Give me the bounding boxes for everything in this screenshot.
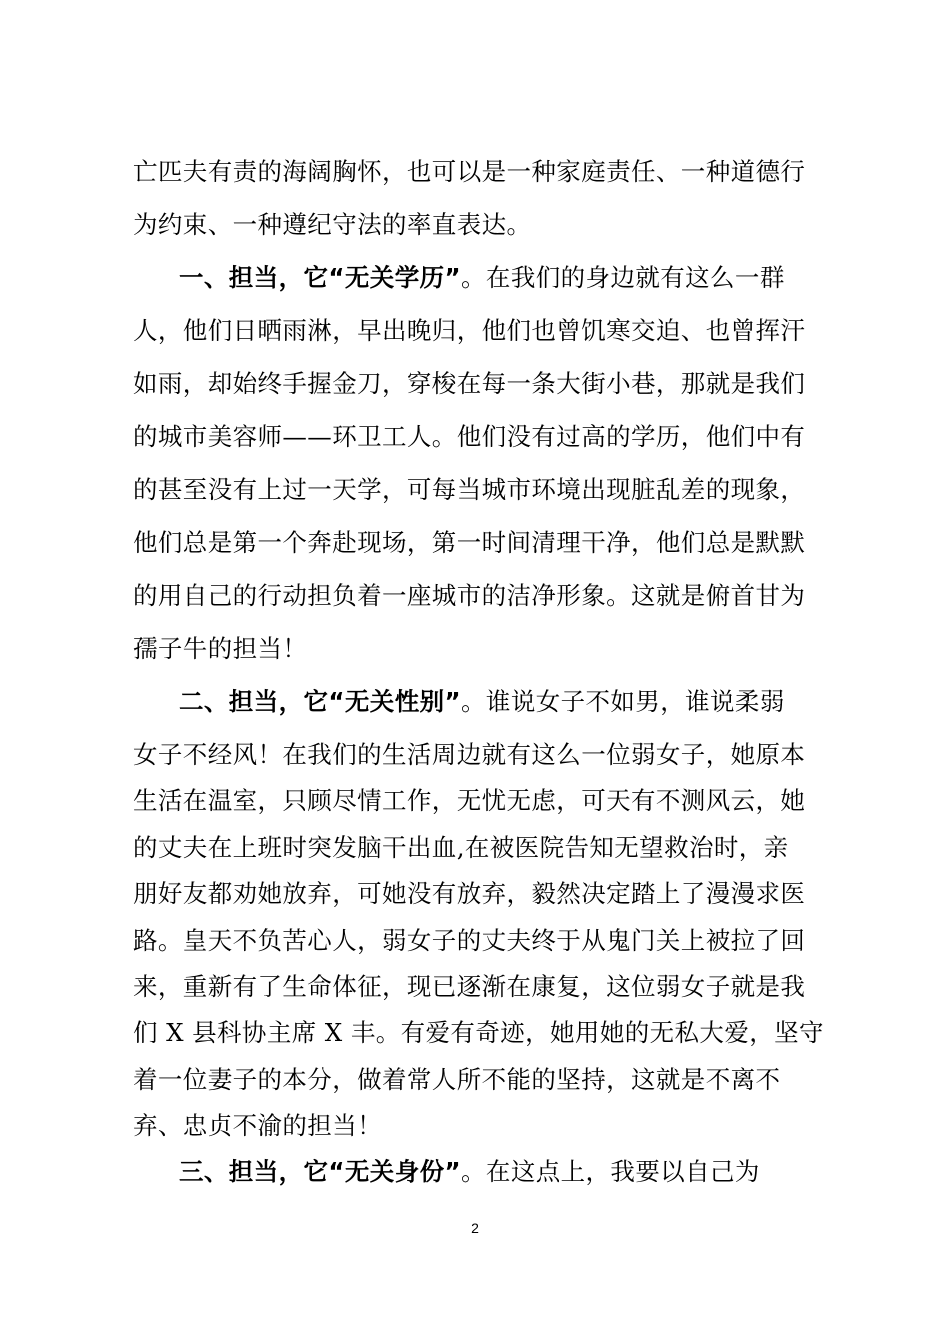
paragraph-line: 女子不经风！在我们的生活周边就有这么一位弱女子，她原本 — [133, 740, 806, 769]
paragraph-line: 路。皇天不负苦心人，弱女子的丈夫终于从鬼门关上被拉了回 — [133, 926, 806, 955]
paragraph-line: 如雨，却始终手握金刀，穿梭在每一条大街小巷，那就是我们 — [133, 369, 806, 398]
paragraph-line: 生活在温室，只顾尽情工作，无忧无虑，可天有不测风云，她 — [133, 786, 806, 815]
paragraph-line: 朋好友都劝她放弃，可她没有放弃，毅然决定踏上了漫漫求医 — [133, 879, 806, 908]
paragraph-first-line — [179, 1152, 823, 1192]
paragraph-line: 们 X 县科协主席 X 丰。有爱有奇迹，她用她的无私大爱，坚守 — [133, 1018, 824, 1047]
paragraph-line: 亡匹夫有责的海阔胸怀，也可以是一种家庭责任、一种道德行 — [133, 157, 806, 186]
paragraph-line: 着一位妻子的本分，做着常人所不能的坚持，这就是不离不 — [133, 1065, 781, 1094]
paragraph-line: 的城市美容师——环卫工人。他们没有过高的学历，他们中有 — [133, 422, 806, 451]
paragraph-line: 的丈夫在上班时突发脑干出血,在被医院告知无望救治时，亲 — [133, 833, 789, 862]
section-heading-gender: 二、担当，它“无关性别” — [179, 687, 462, 716]
section-heading-identity: 三、担当，它“无关身份” — [179, 1157, 462, 1186]
paragraph-first-line — [179, 682, 823, 722]
paragraph-line: 他们总是第一个奔赴现场，第一时间清理干净，他们总是默默 — [133, 528, 806, 557]
paragraph-text: 。在这点上，我要以自己为 — [461, 1157, 760, 1186]
page-number: 2 — [471, 1220, 479, 1236]
paragraph-line: 人，他们日晒雨淋，早出晚归，他们也曾饥寒交迫、也曾挥汗 — [133, 316, 806, 345]
paragraph-text: 。谁说女子不如男，谁说柔弱 — [461, 687, 785, 716]
paragraph-line: 来，重新有了生命体征，现已逐渐在康复，这位弱女子就是我 — [133, 972, 806, 1001]
paragraph-line: 为约束、一种遵纪守法的率直表达。 — [133, 210, 532, 239]
paragraph-first-line — [179, 258, 823, 298]
paragraph-text: 。在我们的身边就有这么一群 — [461, 263, 785, 292]
paragraph-line: 的用自己的行动担负着一座城市的洁净形象。这就是俯首甘为 — [133, 581, 806, 610]
paragraph-line: 的甚至没有上过一天学，可每当城市环境出现脏乱差的现象， — [133, 475, 806, 504]
paragraph-line: 孺子牛的担当！ — [133, 634, 308, 663]
section-heading-education: 一、担当，它“无关学历” — [179, 263, 462, 292]
paragraph-line: 弃、忠贞不渝的担当！ — [133, 1111, 382, 1140]
